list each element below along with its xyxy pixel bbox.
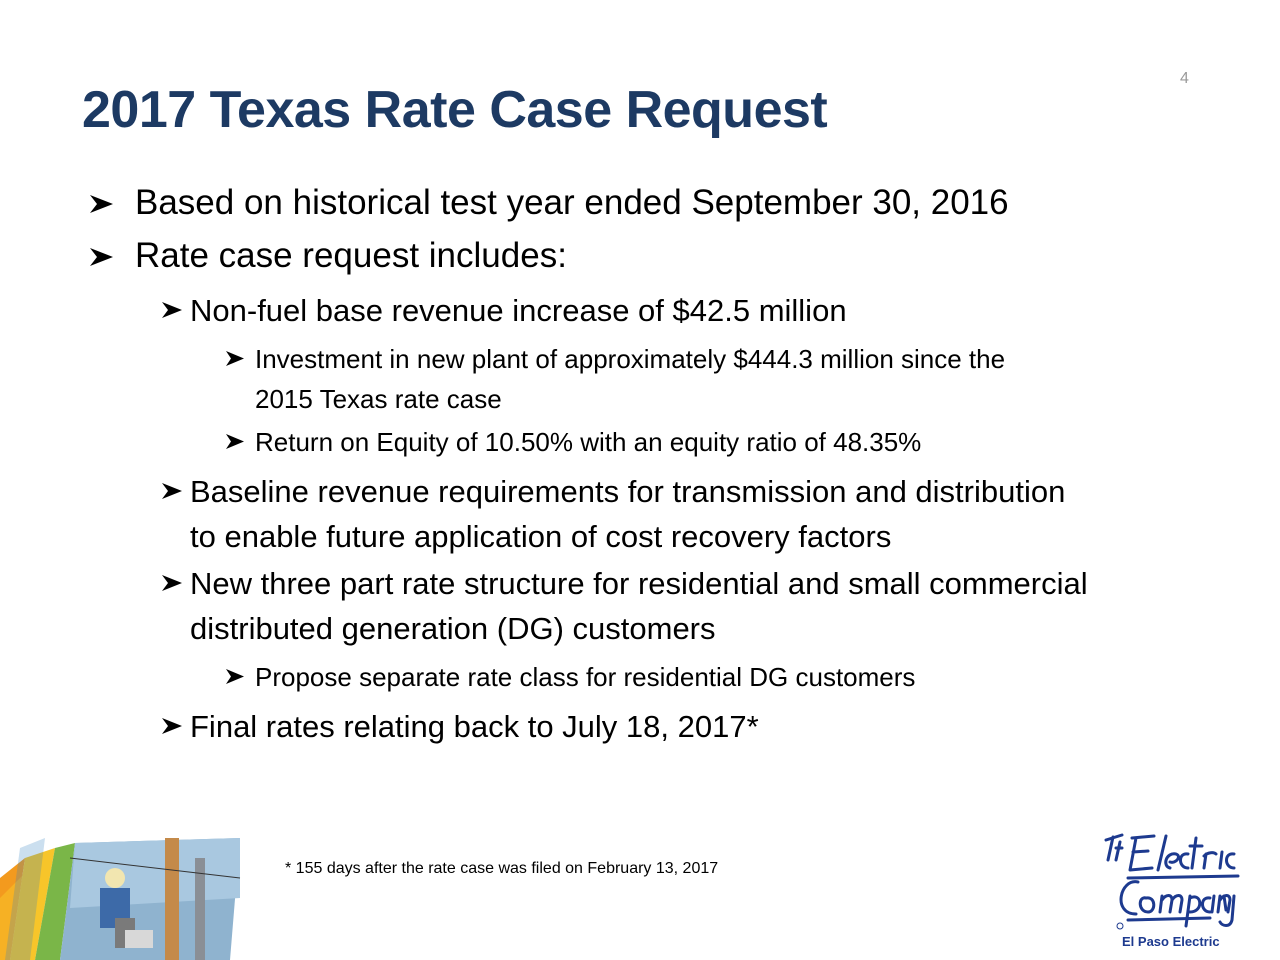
arrow-bullet-icon [160,716,184,736]
bullet-item [160,469,1065,559]
arrow-bullet-icon [88,246,115,268]
arrow-bullet-icon [225,668,245,685]
arrow-bullet-icon [88,193,115,215]
arrow-bullet-icon [160,481,184,501]
slide-title: 2017 Texas Rate Case Request [82,81,828,139]
bullet-item [160,561,1088,651]
bullet-text-line-1: New three part rate structure for residential and small commercial [190,566,1088,601]
bullet-text: Return on Equity of 10.50% with an equity ratio of 48.35% [255,427,922,457]
arrow-bullet-icon [160,573,184,593]
bullet-text-line-1: Investment in new plant of approximately $444.3 million since the [255,344,1006,374]
bullet-item [225,657,915,697]
bullet-item [160,704,759,749]
bullet-text: Final rates relating back to July 18, 2017* [190,709,759,744]
bullet-text: Non-fuel base revenue increase of $42.5 million [190,293,847,328]
bullet-text: Based on historical test year ended September 30, 2016 [135,183,1009,222]
bullet-item [88,236,567,276]
bullet-text-line-1: Baseline revenue requirements for transmission and distribution [190,474,1066,509]
arrow-bullet-icon [160,300,184,320]
bullet-item [225,339,1005,419]
bullet-item [225,422,921,462]
bullet-item [160,288,847,333]
page-number: 4 [1180,70,1189,87]
footnote: * 155 days after the rate case was filed on February 13, 2017 [285,860,719,877]
bullet-text: Rate case request includes: [135,236,567,275]
arrow-bullet-icon [225,350,245,367]
bullet-text-line-2: to enable future application of cost recovery factors [190,519,892,554]
bullet-item [88,183,1009,223]
bullet-text-line-2: 2015 Texas rate case [255,384,502,414]
logo-caption: El Paso Electric [1122,934,1220,949]
arrow-bullet-icon [225,433,245,450]
decorative-photo-strip [0,838,245,960]
bullet-text-line-2: distributed generation (DG) customers [190,611,716,646]
bullet-text: Propose separate rate class for residential DG customers [255,662,916,692]
